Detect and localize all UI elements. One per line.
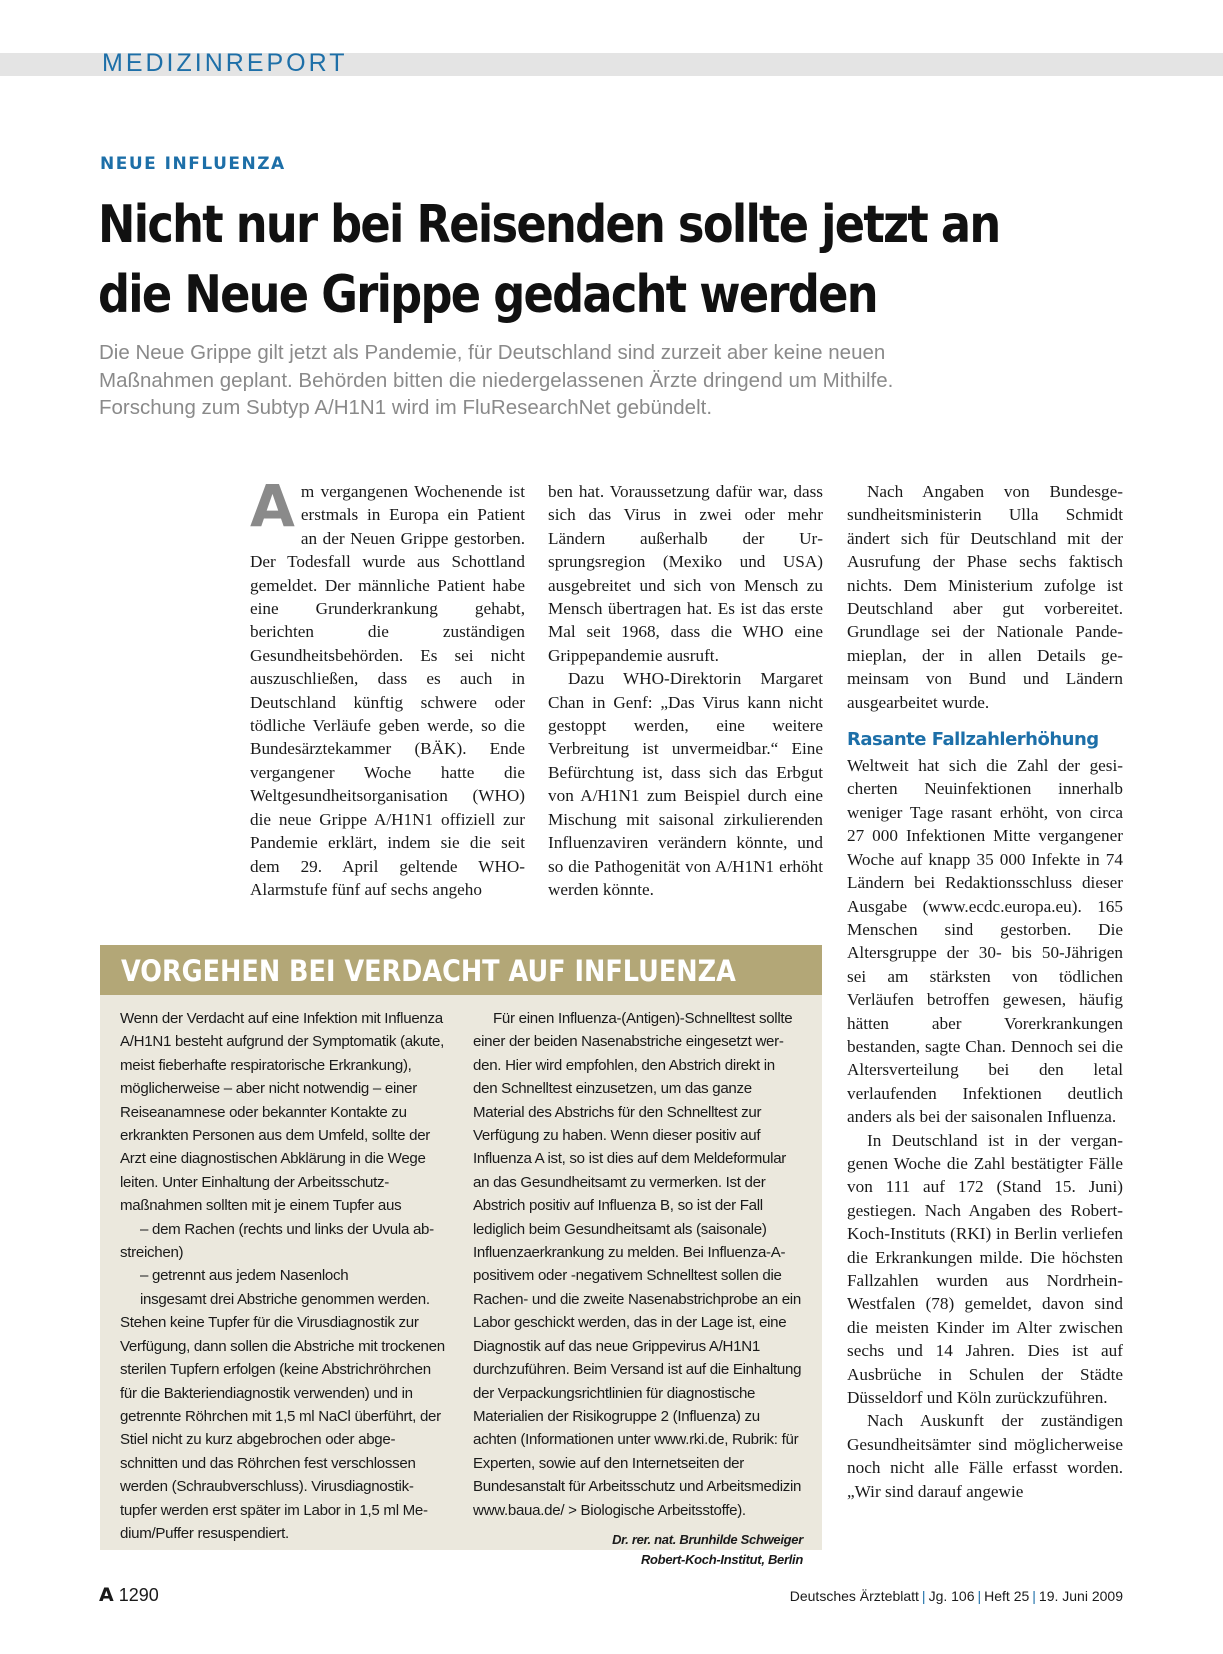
lead-line-1: Die Neue Grippe gilt jetzt als Pandemie, für Deutschland sind zurzeit aber keine neuen <box>99 341 886 364</box>
body-paragraph: Weltweit hat sich die Zahl der gesicherten Neuinfektionen innerhalb weniger Tage rasant erhöht, von circa 27 000 Infektionen Mitte vergangener Woche auf knapp 35 000 Infekte in 74 Ländern bei Redaktionsschluss dieser Ausgabe (www.ecdc.​europa.eu). 165 Menschen sind gestorben. Die Altersgruppe der 30- bis 50-Jährigen sei am stärksten von tödlichen Verläufen betroffen gewesen, häufig hätten aber Vorerkrankungen bestanden, sagte Chan. Dennoch sei die Altersverteilung bei den letal verlaufenden Infektionen deutlich anders als bei der saisonalen Influenza. <box>847 756 1123 1127</box>
lead-line-3: Forschung zum Subtyp A/H1N1 wird im FluResearchNet gebündelt. <box>99 396 713 419</box>
article-column-1 <box>250 472 525 901</box>
body-paragraph: In Deutschland ist in der vergangenen Woche die Zahl bestätigter Fälle von 111 auf 172 (Stand 15. Juni) gestiegen. Nach Angaben des Robert-Koch-Instituts (RKI) in Berlin verliefen die Erkrankungen milde. Die höchsten Fallzahlen wurden aus Nordrhein-Westfalen (78) gemeldet, davon sind die meisten Kinder im Alter zwischen sechs und 14 Jahren. Dies ist auf Ausbrüche in Schulen der Städte Düsseldorf und Köln zurückzuführen. <box>847 1130 1123 1408</box>
article-lead <box>99 339 1039 422</box>
box-paragraph: Wenn der Verdacht auf eine Infektion mit Influenza A/H1N1 besteht aufgrund der Symptomatik (akute, meist fieberhafte respiratorische Erkrankung), möglicherweise – aber nicht notwendig – einer Reiseanamnese oder bekannter Kontakte zu erkrankten Personen aus dem Umfeld, sollte der Arzt eine diagnostischen Abklärung in die Wege leiten. Unter Einhaltung der Arbeitsschutzmaßnahmen sollten mit je einem Tupfer aus <box>120 1010 445 1215</box>
section-subheading: Rasante Fallzahlerhöhung <box>847 729 1099 751</box>
article-column-2 <box>548 480 823 901</box>
info-box-column-1 <box>120 1007 445 1545</box>
info-box-header <box>100 945 822 995</box>
section-label: MEDIZINREPORT <box>102 49 348 77</box>
box-paragraph: Stehen keine Tupfer für die Virusdiagnostik zur Verfügung, dann sollen die Abstriche mit trockenen sterilen Tupfern erfolgen (keine Abstrichröhrchen für die Bakteriendiagnostik verwenden) und in getrennte Röhrchen mit 1,5 ml NaCl überführt, der Stiel nicht zu kurz abgebrochen oder abgeschnitten und das Röhrchen fest verschlossen werden (Schraubverschluss). Virusdiagnostiktupfer werden erst später im Labor in 1,5 ml Medium/Puffer resuspendiert. <box>120 1314 445 1542</box>
box-list-item: – getrennt aus jedem Nasenloch <box>140 1267 349 1285</box>
separator: | <box>921 1588 926 1604</box>
journal-name: Deutsches Ärzteblatt <box>789 1588 919 1604</box>
page-prefix: A <box>99 1584 114 1606</box>
box-paragraph: insgesamt drei Abstriche genommen werden. <box>140 1290 430 1308</box>
journal-issue: Heft 25 <box>984 1588 1030 1604</box>
body-paragraph: ben hat. Voraussetzung dafür war, dass sich das Virus in zwei oder mehr Ländern außerhalb der Ursprungsregion (Mexiko und USA) ausgebreitet und sich von Mensch zu Mensch übertragen hat. Es ist das erste Mal seit 1968, dass die WHO eine Grippepandemie ausruft. <box>548 482 823 665</box>
drop-cap: A <box>250 472 295 540</box>
author-name: Dr. rer. nat. Brunhilde Schweiger <box>612 1531 803 1547</box>
author-institution: Robert-Koch-Institut, Berlin <box>640 1551 803 1567</box>
article-kicker: NEUE INFLUENZA <box>100 154 286 174</box>
info-box-title: VORGEHEN BEI VERDACHT AUF INFLUENZA <box>121 954 736 988</box>
body-paragraph: m vergangenen Wochenende ist erstmals in Europa ein Patient an der Neuen Grippe gestorben. Der Todesfall wurde aus Schottland gemeldet. Der männliche Patient habe eine Grunderkrankung gehabt, berichten die zuständigen Gesundheitsbehörden. Es sei nicht auszuschließen, dass es auch in Deutschland künftig schwere oder tödliche Verläufe geben werde, so die Bundesärztekammer (BÄK). Ende vergangener Woche hatte die Weltgesundheitsorganisation (WHO) die neue Grippe A/H1N1 offiziell zur Pandemie erklärt, indem sie die seit dem 29. April geltende WHO-Alarmstufe fünf auf sechs angeho <box>250 482 525 899</box>
box-author <box>473 1530 803 1570</box>
journal-date: 19. Juni 2009 <box>1038 1588 1123 1604</box>
info-box <box>100 945 822 1567</box>
info-box-column-2 <box>473 1007 803 1570</box>
article-headline <box>98 190 1000 330</box>
page-number <box>99 1584 159 1606</box>
body-paragraph: Nach Angaben von Bundesgesundheitsministerin Ulla Schmidt ändert sich für Deutschland mit der Ausrufung der Phase sechs faktisch nichts. Dem Ministerium zufolge ist Deutschland aber gut vorbereitet. Grundlage sei der Nationale Pandemieplan, der in allen Details gemeinsam von Bund und Ländern ausgearbeitet wurde. <box>847 482 1123 712</box>
separator: | <box>1032 1588 1036 1604</box>
body-paragraph: Dazu WHO-Direktorin Margaret Chan in Genf: „Das Virus kann nicht gestoppt werden, eine weitere Verbreitung ist unvermeidbar.“ Eine Befürchtung ist, dass sich das Erbgut von A/H1N1 zum Beispiel durch eine Mischung mit saisonal zirkulierenden Influenzaviren verändern könnte, und so die Pathogenität von A/H1N1 erhöht werden könnte. <box>548 669 823 899</box>
box-list-item: – dem Rachen (rechts und links der Uvula abstreichen) <box>120 1220 435 1262</box>
box-paragraph: Für einen Influenza-(Antigen)-Schnelltest sollte einer der beiden Nasenabstriche eingesetzt werden. Hier wird empfohlen, den Abstrich direkt in den Schnelltest einzusetzen, um das ganze Material des Abstrichs für den Schnelltest zur Verfügung zu haben. Wenn dieser positiv auf Influenza A ist, so ist dies auf dem Meldeformular an das Gesundheitsamt zu vermerken. Ist der Abstrich positiv auf Influenza B, so ist der Fall lediglich beim Gesundheitsamt als (saisonale) Influenzaerkrankung zu melden. Bei Influenza-A-positivem oder -negativem Schnelltest sollen die Rachen- und die zweite Nasenabstrichprobe an ein Labor geschickt werden, das in der Lage ist, eine Diagnostik auf das neue Grippevirus A/H1N1 durchzuführen. Beim Versand ist auf die Einhaltung der Verpackungsrichtlinien für diagnostische Materialien der Risikogruppe 2 (Influenza) zu achten (Informationen unter www.rki.de, Rubrik: für Experten, sowie auf den Internetseiten der Bundesanstalt für Arbeitsschutz und Arbeitsmedizin www.baua.de/ > Biologische Arbeitsstoffe). <box>473 1010 802 1519</box>
footer-citation <box>790 1588 1123 1604</box>
page-number-value: 1290 <box>118 1585 159 1605</box>
body-paragraph: Nach Auskunft der zuständigen Gesundheitsämter sind möglicherweise noch nicht alle Fälle erfasst worden. „Wir sind darauf angewie <box>847 1411 1123 1501</box>
headline-line-1: Nicht nur bei Reisenden sollte jetzt an <box>98 195 1000 255</box>
headline-line-2: die Neue Grippe gedacht werden <box>98 265 877 325</box>
article-column-3 <box>847 480 1123 1503</box>
journal-volume: Jg. 106 <box>928 1588 975 1604</box>
lead-line-2: Maßnahmen geplant. Behörden bitten die niedergelassenen Ärzte dringend um Mithilfe. <box>99 368 894 392</box>
separator: | <box>977 1588 982 1604</box>
